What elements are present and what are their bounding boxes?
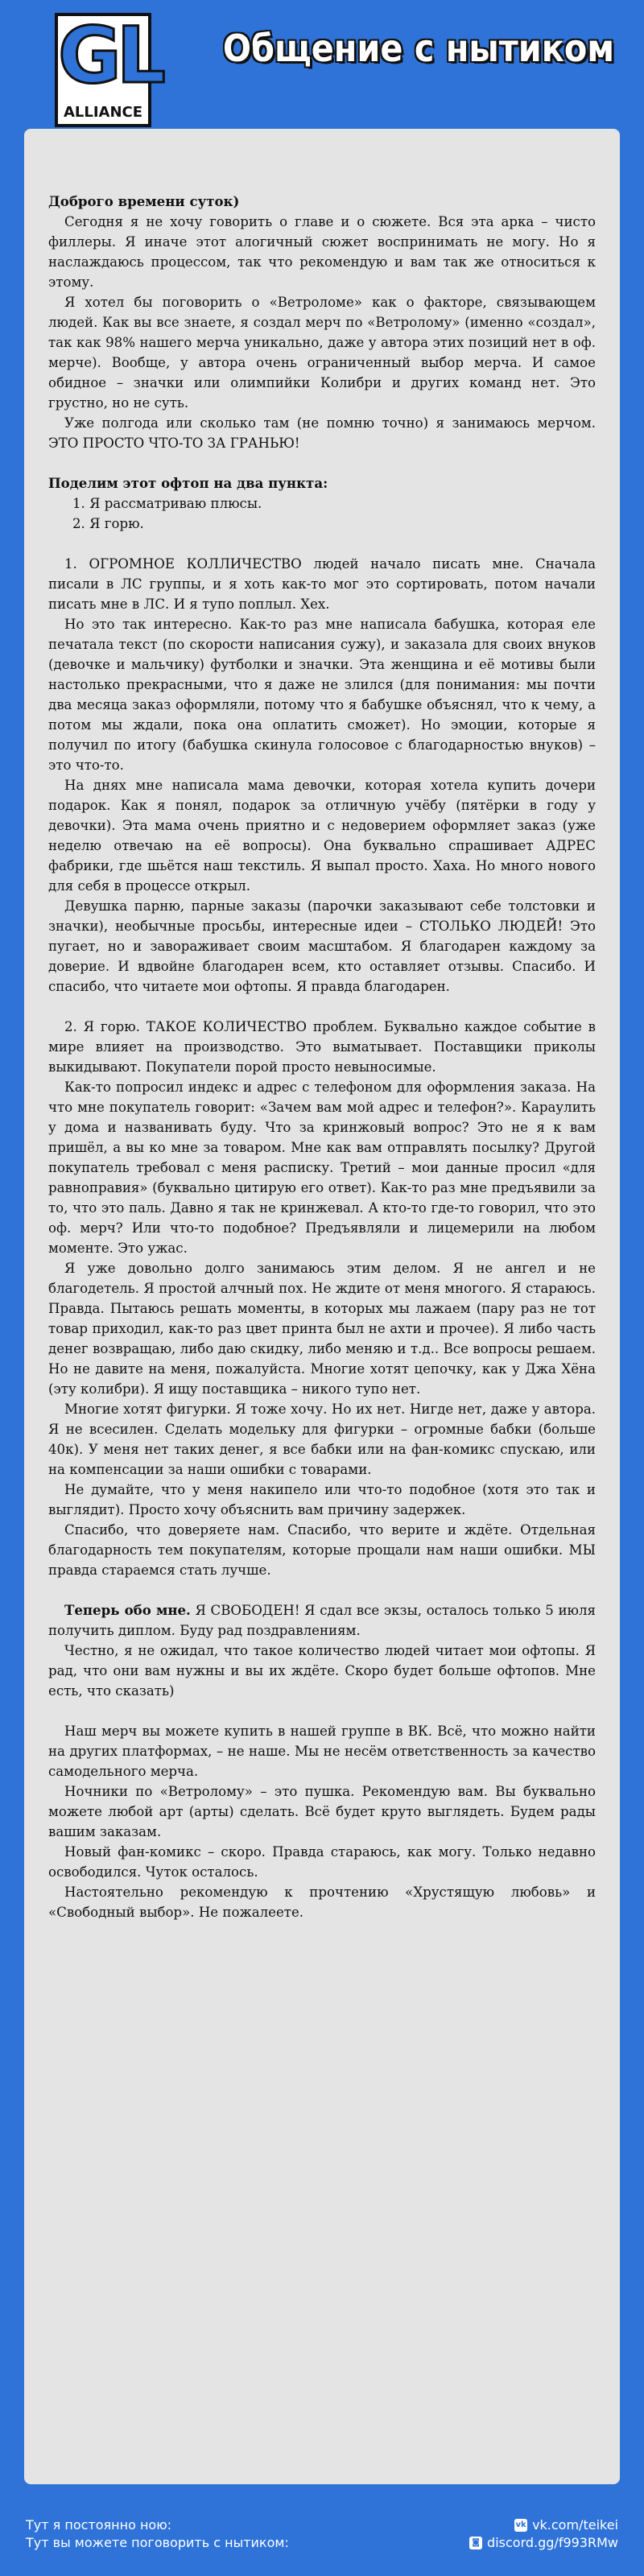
about-me-text: Я СВОБОДЕН! Я сдал все экзы, осталось только 5 июля получить диплом. Буду рад поздравлениям. [48,1603,596,1638]
paragraph: Многие хотят фигурки. Я тоже хочу. Но их нет. Нигде нет, даже у автора. Я не всесилен. Сделать модельку для фигурки – огромные бабки (больше 40к). У меня нет таких денег, я все бабки или на фан-комикс спускаю, или на компенсации за наши ошибки с товарами. [48,1402,596,1477]
about-me-heading: Теперь обо мне. [64,1602,191,1618]
header [0,0,644,133]
page-title: Общение с нытиком [222,27,615,70]
about-me-paragraph [48,1600,596,1641]
paragraph: Я хотел бы поговорить о «Ветроломе» как о факторе, связывающем людей. Как вы все знаете, я создал мерч по «Ветролому» (именно «создал», так как 98% нашего мерча уникально, даже у автора этих позиций нет в оф. мерче). Вообще, у автора очень ограниченный выбор мерча. И самое обидное – значки или олимпийки Колибри и других команд нет. Это грустно, но не суть. [48,295,596,411]
paragraph: Я уже довольно долго занимаюсь этим делом. Я не ангел и не благодетель. Я простой алчный пох. Не ждите от меня многого. Я стараюсь. Правда. Пытаюсь решать моменты, в которых мы лажаем (пару раз не тот товар приходил, как-то раз цвет принта был не ахти и прочее). Я либо часть денег возвращаю, либо даю скидку, либо меняю и т.д.. Все вопросы решаем. Но не давите на меня, пожалуйста. Многие хотят цепочку, как у Джа Хёна (эту колибри). Я ищу поставщика – никого тупо нет. [48,1261,596,1397]
list-item: 1. Я рассматриваю плюсы. [72,496,262,511]
paragraph: Ночники по «Ветролому» – это пушка. Рекомендую вам. Вы буквально можете любой арт (арты) сделать. Всё будет круто выглядеть. Будем рады вашим заказам. [48,1784,596,1839]
vk-link[interactable]: vk.com/teikei [532,2517,618,2533]
discord-icon: ◙ [469,2537,482,2549]
paragraph: Девушка парню, парные заказы (парочки заказывают себе толстовки и значки), необычные просьбы, интересные идеи – СТОЛЬКО ЛЮДЕЙ! Это пугает, но и завораживает своим масштабом. Я благодарен каждому за доверие. И вдвойне благодарен всем, кто оставляет отзывы. Спасибо. И спасибо, что читаете мои офтопы. Я правда благодарен. [48,898,596,994]
paragraph: 2. Я горю. ТАКОЕ КОЛИЧЕСТВО проблем. Буквально каждое событие в мире влияет на производство. Это выматывает. Поставщики приколы выкидывают. Покупатели порой просто невыносимые. [48,1019,596,1075]
vk-icon: vk [514,2519,527,2532]
gl-alliance-logo [55,10,161,127]
discord-link[interactable]: discord.gg/f993RMw [487,2535,618,2550]
article-body [48,192,596,1922]
paragraph: Новый фан-комикс – скоро. Правда стараюсь, как могу. Только недавно освободился. Чуток осталось. [48,1844,596,1880]
logo-sub-text: ALLIANCE [63,104,143,121]
greeting: Доброго времени суток) [48,193,240,209]
article-panel [24,129,620,2484]
paragraph: Сегодня я не хочу говорить о главе и о сюжете. Вся эта арка – чисто филлеры. Я иначе этот алогичный сюжет воспринимать не могу. Но я наслаждаюсь процессом, так что рекомендую и вам так же относиться к этому. [48,214,596,290]
discord-link-row[interactable] [469,2534,618,2552]
paragraph: Честно, я не ожидал, что такое количество людей читает мои офтопы. Я рад, что они вам нужны и вы их ждёте. Скоро будет больше офтопов. Мне есть, что сказать) [48,1643,596,1699]
footer-labels [26,2516,289,2552]
footer-label-vk: Тут я постоянно ною: [26,2517,172,2533]
split-heading: Поделим этот офтоп на два пункта: [48,475,328,491]
vk-link-row[interactable] [469,2516,618,2534]
paragraph: 1. ОГРОМНОЕ КОЛЛИЧЕСТВО людей начало писать мне. Сначала писали в ЛС группы, и я хоть как-то мог это сортировать, потом начали писать мне в ЛС. И я тупо поплыл. Хех. [48,556,596,612]
footer-label-discord: Тут вы можете поговорить с нытиком: [26,2535,289,2550]
list-item: 2. Я горю. [72,516,144,531]
paragraph: Уже полгода или сколько там (не помню точно) я занимаюсь мерчом. ЭТО ПРОСТО ЧТО-ТО ЗА ГРАНЬЮ! [48,415,596,451]
paragraph: Наш мерч вы можете купить в нашей группе в ВК. Всё, что можно найти на других платформах, – не наше. Мы не несём ответственность за качество самодельного мерча. [48,1724,596,1779]
logo-main-text: GL [58,10,161,101]
footer-links [469,2516,618,2552]
paragraph: Но это так интересно. Как-то раз мне написала бабушка, которая еле печатала текст (по скорости написания сужу), и заказала для своих внуков (девочке и мальчику) футболки и значки. Эта женщина и её мотивы были настолько прекрасными, что я даже не злился (для понимания: мы почти два месяца заказ оформляли, потому что я бабушке объяснял, что к чему, а потом мы ждали, пока она оплатить сможет). Но эмоции, которые я получил по итогу (бабушка скинула голосовое с благодарностью внуков) – это что-то. [48,617,596,773]
paragraph: Как-то попросил индекс и адрес с телефоном для оформления заказа. На что мне покупатель говорит: «Зачем вам мой адрес и телефон?». Караулить у дома и названивать буду. Что за кринжовый вопрос? Это не я к вам пришёл, а вы ко мне за товаром. Мне как вам отправлять посылку? Другой покупатель требовал с меня расписку. Третий – мои данные просил «для равноправия» (буквально цитирую его ответ). Как-то раз мне предъявили за то, что это паль. Давно я так не кринжевал. А кто-то где-то говорил, что это оф. мерч? Или что-то подобное? Предъявляли и лицемерили на любом моменте. Это ужас. [48,1080,596,1256]
paragraph: Спасибо, что доверяете нам. Спасибо, что верите и ждёте. Отдельная благодарность тем покупателям, которые прощали нам наши ошибки. МЫ правда стараемся стать лучше. [48,1522,596,1578]
paragraph: Не думайте, что у меня накипело или что-то подобное (хотя это так и выглядит). Просто хочу объяснить вам причину задержек. [48,1482,596,1517]
paragraph: Настоятельно рекомендую к прочтению «Хрустящую любовь» и «Свободный выбор». Не пожалеете. [48,1885,596,1920]
paragraph: На днях мне написала мама девочки, которая хотела купить дочери подарок. Как я понял, подарок за отличную учёбу (пятёрки в году у девочки). Эта мама очень приятно и с недоверием оформляет заказ (уже неделю отвечаю на её вопросы). Она буквально спрашивает АДРЕС фабрики, где шьётся наш текстиль. Я выпал просто. Хаха. Но много нового для себя в процессе открыл. [48,778,596,894]
